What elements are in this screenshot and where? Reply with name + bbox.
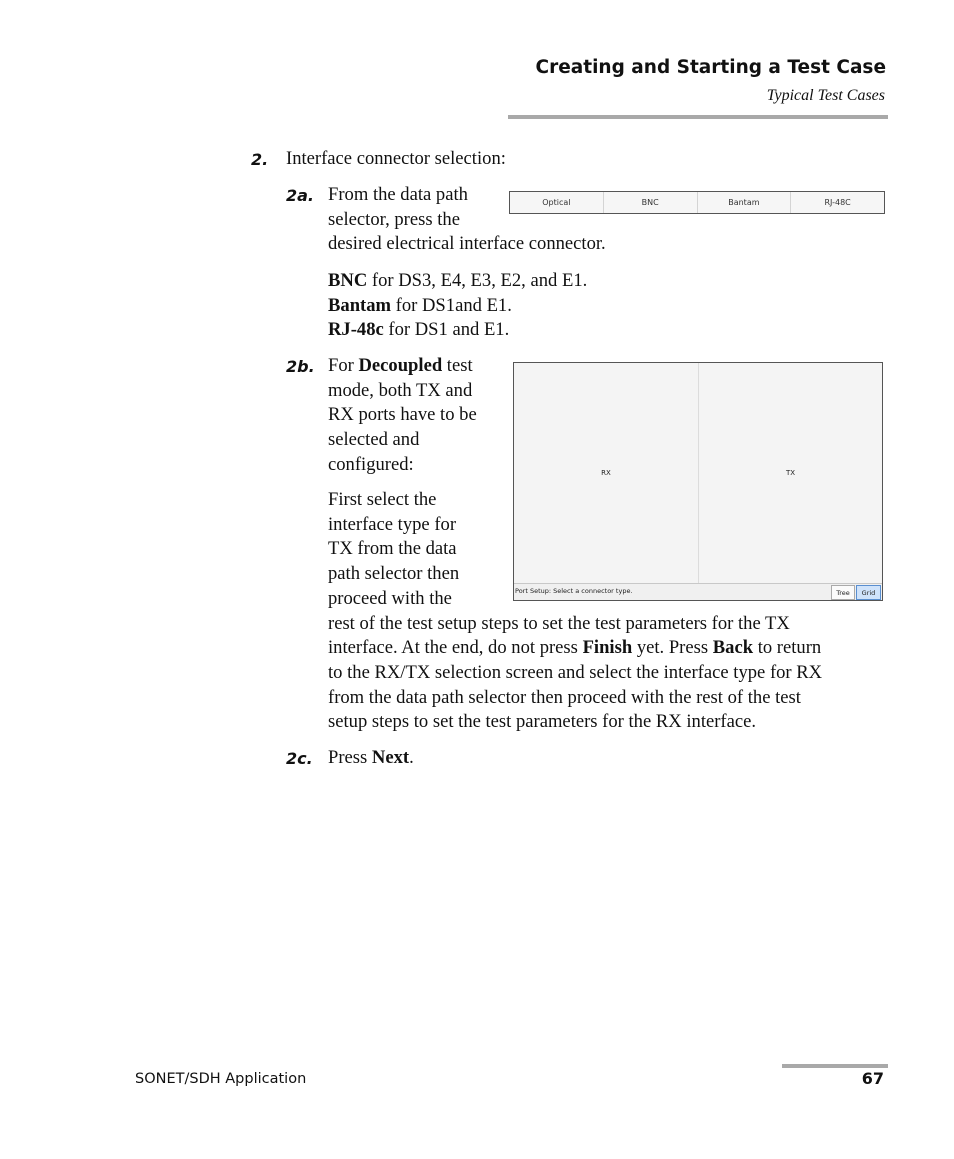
connector-rj48c-desc: for DS1 and E1. bbox=[383, 319, 510, 341]
step-2c-press: Press bbox=[328, 747, 372, 768]
connector-rj48c-name: RJ-48c bbox=[328, 319, 384, 341]
step-2c-number: 2c. bbox=[286, 749, 313, 768]
next-term: Next bbox=[371, 747, 410, 768]
footer-book-title: SONET/SDH Application bbox=[135, 1071, 307, 1087]
rx-port-button[interactable] bbox=[514, 363, 699, 583]
step-2b-p2-l7-c: to return bbox=[753, 637, 822, 659]
port-setup-window bbox=[513, 362, 883, 601]
step-2b-p2-line-7 bbox=[328, 636, 888, 661]
step-2b-line-3: RX ports have to be bbox=[328, 404, 477, 426]
step-2b-number: 2b. bbox=[286, 357, 315, 376]
data-path-selector bbox=[509, 191, 885, 214]
step-2b-p2-line-10: setup steps to set the test parameters for the RX interface. bbox=[328, 711, 757, 733]
step-2b-p2-line-4: path selector then bbox=[328, 563, 460, 585]
grid-view-button[interactable]: Grid bbox=[856, 585, 881, 600]
selector-optical[interactable]: Optical bbox=[510, 192, 604, 213]
connector-bnc-line bbox=[328, 269, 888, 294]
step-2b-p2-line-5: proceed with the bbox=[328, 587, 452, 609]
selector-bantam[interactable]: Bantam bbox=[698, 192, 792, 213]
step-2b-p2-line-9: from the data path selector then proceed with the rest of the test bbox=[328, 686, 801, 708]
step-2b-p2-l7-a: interface. At the end, do not press bbox=[328, 637, 583, 659]
step-2b-p2-line-2: interface type for bbox=[328, 513, 457, 535]
step-2b-p2-line-6: rest of the test setup steps to set the test parameters for the TX bbox=[328, 612, 790, 634]
section-subtitle: Typical Test Cases bbox=[766, 87, 885, 104]
step-2b-line-1 bbox=[328, 354, 508, 379]
connector-bantam-name: Bantam bbox=[328, 294, 392, 316]
step-2b-p2-l7-b: yet. Press bbox=[632, 637, 713, 659]
connector-bantam-line bbox=[328, 294, 888, 319]
connector-bantam-desc: for DS1and E1. bbox=[391, 294, 512, 316]
header-rule bbox=[508, 115, 888, 119]
selector-rj48c[interactable]: RJ-48C bbox=[824, 198, 851, 207]
step-2a-number: 2a. bbox=[286, 186, 315, 205]
back-term: Back bbox=[712, 637, 754, 659]
step-2c-text bbox=[328, 746, 414, 771]
status-bar bbox=[514, 583, 882, 600]
decoupled-term: Decoupled bbox=[358, 355, 443, 376]
step-2a-line-2: selector, press the bbox=[328, 208, 460, 230]
step-2-number: 2. bbox=[251, 150, 269, 169]
step-2b-line-5: configured: bbox=[328, 453, 414, 475]
finish-term: Finish bbox=[582, 637, 633, 659]
step-2a-line-1: From the data path bbox=[328, 184, 468, 205]
status-text: Port Setup: Select a connector type. bbox=[515, 587, 633, 595]
step-2b-p2-line-1: First select the bbox=[328, 489, 437, 510]
connector-bnc-name: BNC bbox=[328, 270, 368, 291]
step-2b-line-4: selected and bbox=[328, 429, 420, 451]
tx-port-button[interactable] bbox=[699, 363, 882, 583]
step-2c-period: . bbox=[409, 747, 414, 768]
step-2-text: Interface connector selection: bbox=[286, 148, 506, 169]
connector-bnc-desc: for DS3, E4, E3, E2, and E1. bbox=[367, 270, 588, 291]
page-number: 67 bbox=[861, 1069, 884, 1088]
chapter-title: Creating and Starting a Test Case bbox=[535, 57, 886, 78]
step-2b-intro bbox=[328, 354, 508, 478]
step-2b-p2-line-8: to the RX/TX selection screen and select the interface type for RX bbox=[328, 661, 823, 683]
step-2b-line-2: mode, both TX and bbox=[328, 379, 473, 401]
connector-rj48c-line bbox=[328, 318, 888, 343]
step-2a-line-3: desired electrical interface connector. bbox=[328, 233, 606, 255]
tx-port-label: TX bbox=[785, 469, 796, 477]
rx-port-label: RX bbox=[601, 469, 611, 477]
selector-bnc[interactable]: BNC bbox=[604, 192, 698, 213]
step-2b-for: For bbox=[328, 355, 359, 376]
step-2b-test: test bbox=[442, 355, 473, 376]
footer-rule bbox=[782, 1064, 888, 1068]
connector-list bbox=[328, 269, 888, 343]
tree-view-button[interactable]: Tree bbox=[831, 585, 855, 600]
step-2b-p2-line-3: TX from the data bbox=[328, 538, 457, 560]
